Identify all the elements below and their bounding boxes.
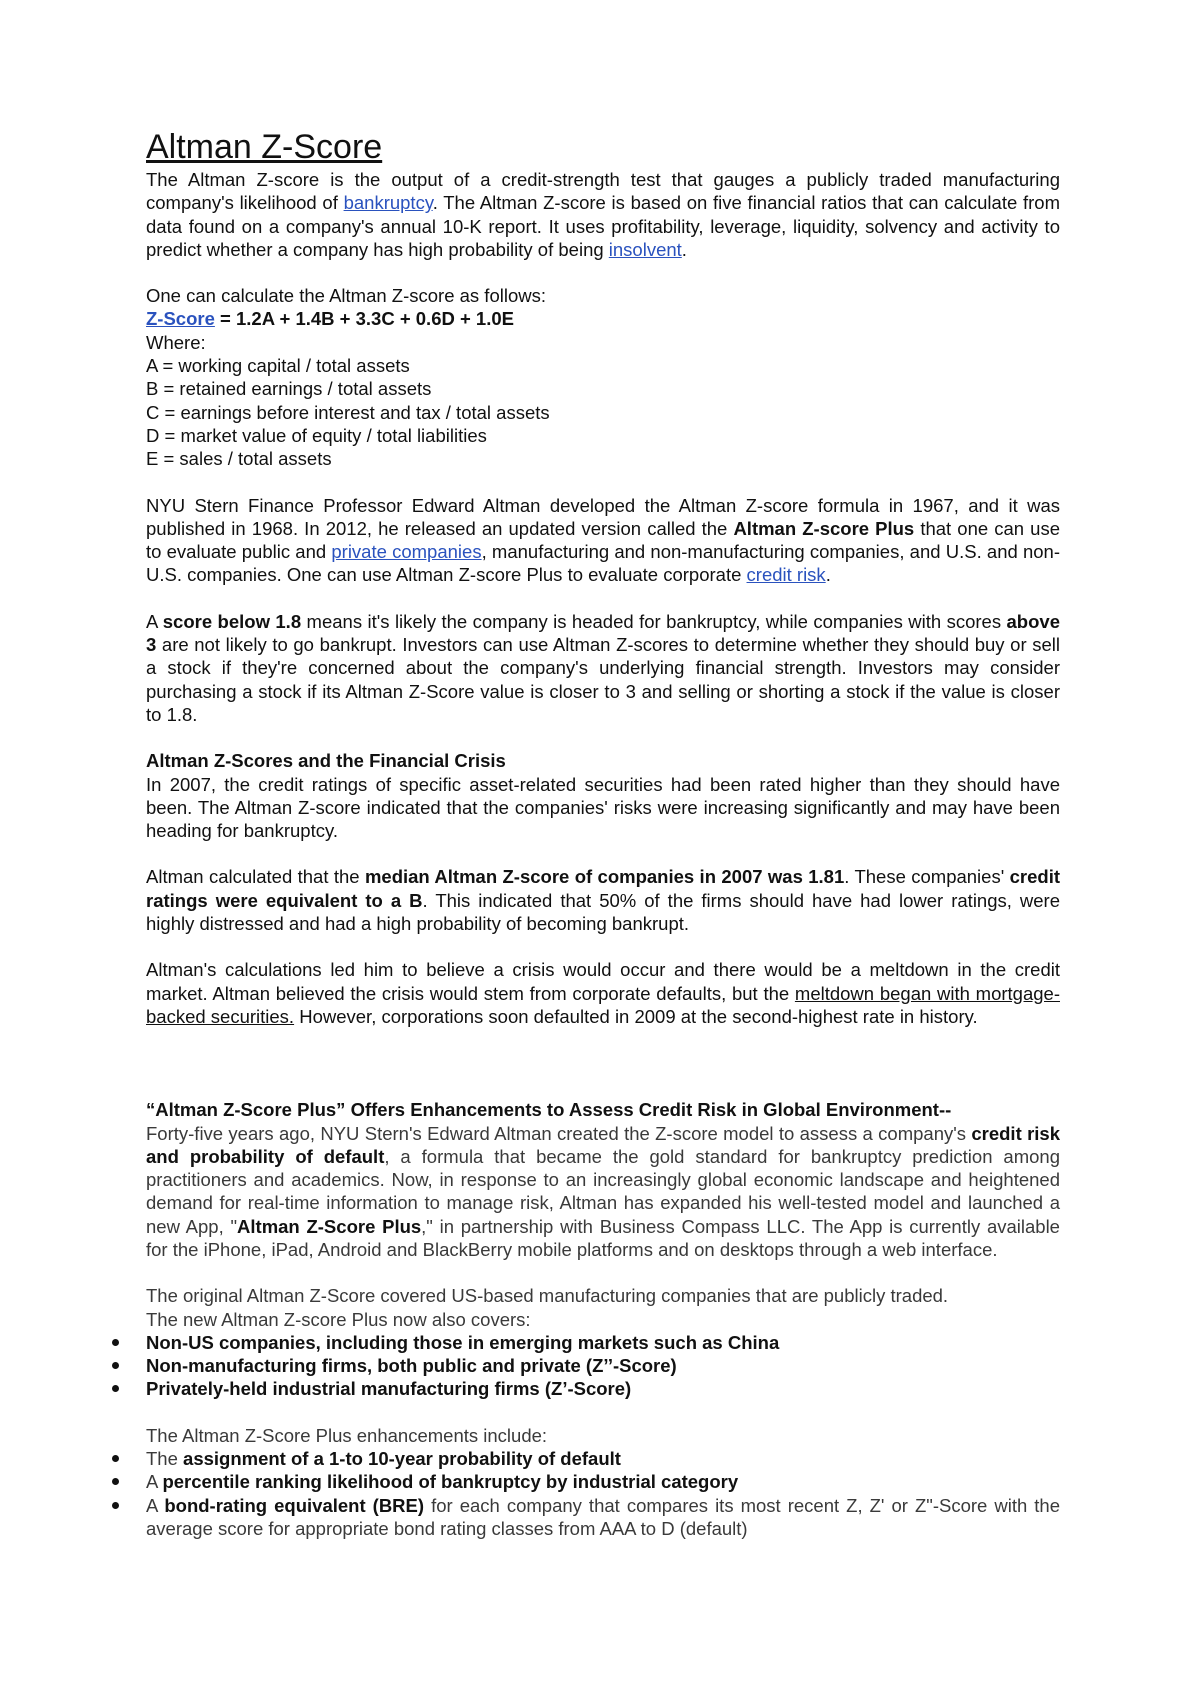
bankruptcy-link[interactable]: bankruptcy bbox=[343, 192, 433, 214]
plus-p1-text-3: ," in partnership with Business Compass LLC. The App is currently available for the iPhone, iPad, Android and BlackBerry mobile platforms and on desktops through a web interface. bbox=[146, 1215, 1060, 1260]
plus-p1-text-1: Forty-five years ago, NYU Stern's Edward Altman created the Z-score model to assess a company's bbox=[146, 1122, 972, 1144]
bullet-icon bbox=[112, 1362, 119, 1369]
bullet-icon bbox=[112, 1455, 119, 1462]
plus-p1-text-2: , a formula that became the gold standard for bankruptcy prediction among practitioners and academics. Now, in response to an increasingly global economic landscape and heightened demand for real-time information to manage risk, Altman has expanded his well-tested model and launched a new App, " bbox=[146, 1145, 1060, 1237]
enh3-bold: bond-rating equivalent (BRE) bbox=[164, 1494, 425, 1516]
intro-text-3: . bbox=[681, 238, 687, 260]
crisis-p3-underlined: meltdown began with mortgage-backed securities. bbox=[146, 982, 1060, 1027]
history-bold-1: Altman Z-score Plus bbox=[733, 517, 915, 539]
document-page bbox=[146, 128, 1060, 1540]
list-item bbox=[146, 1470, 1060, 1493]
enh1-bold: assignment of a 1-to 10-year probability of default bbox=[183, 1448, 621, 1470]
crisis-heading: Altman Z-Scores and the Financial Crisis bbox=[146, 750, 506, 772]
list-item bbox=[146, 1377, 1060, 1400]
plus-heading: “Altman Z-Score Plus” Offers Enhancements to Assess Credit Risk in Global Environment-- bbox=[146, 1099, 952, 1121]
history-text-4: . bbox=[825, 564, 831, 586]
covers-list bbox=[146, 1331, 1060, 1401]
crisis-p3-text-1: Altman's calculations led him to believe a crisis would occur and there would be a meltdown in the credit market. Altman believed the crisis would stem from corporate defaults, but the bbox=[146, 959, 1060, 1004]
bullet-icon bbox=[112, 1502, 119, 1509]
formula-var-e: E = sales / total assets bbox=[146, 448, 332, 470]
formula-where: Where: bbox=[146, 331, 206, 353]
crisis-p2-text-1: Altman calculated that the bbox=[146, 866, 365, 888]
history-text-2: that one can use to evaluate public and bbox=[146, 517, 1060, 563]
formula-expression: = 1.2A + 1.4B + 3.3C + 0.6D + 1.0E bbox=[214, 308, 514, 330]
formula-var-a: A = working capital / total assets bbox=[146, 355, 410, 377]
enh1-text: The bbox=[146, 1448, 184, 1470]
intro-paragraph bbox=[146, 168, 1060, 261]
enhancements-lead: The Altman Z-Score Plus enhancements include: bbox=[146, 1424, 548, 1446]
crisis-p2-bold-2: credit ratings were equivalent to a B bbox=[146, 866, 1061, 911]
scores-bold-2: above 3 bbox=[146, 610, 1060, 656]
list-item bbox=[146, 1354, 1060, 1377]
history-paragraph bbox=[146, 494, 1060, 587]
z-score-link[interactable]: Z-Score bbox=[146, 308, 215, 330]
list-item bbox=[146, 1447, 1060, 1470]
crisis-paragraph-3 bbox=[146, 958, 1060, 1028]
formula-lead: One can calculate the Altman Z-score as follows: bbox=[146, 285, 546, 307]
scores-paragraph bbox=[146, 610, 1060, 726]
enhancements-list bbox=[146, 1447, 1060, 1540]
history-text-3: , manufacturing and non-manufacturing companies, and U.S. and non-U.S. companies. One can use Altman Z-score Plus to evaluate corporate bbox=[146, 541, 1061, 586]
covers-line-2: The new Altman Z-score Plus now also covers: bbox=[146, 1308, 531, 1330]
crisis-p2-text-2: . These companies' bbox=[844, 866, 1010, 888]
scores-text-2: means it's likely the company is headed for bankruptcy, while companies with scores bbox=[301, 610, 1007, 632]
plus-paragraph-1 bbox=[146, 1122, 1060, 1262]
intro-text-1: The Altman Z-score is the output of a credit-strength test that gauges a publicly traded manufacturing company's likelihood of bbox=[146, 169, 1060, 214]
page-title: Altman Z-Score bbox=[146, 128, 383, 166]
list-item bbox=[146, 1494, 1060, 1541]
formula-var-b: B = retained earnings / total assets bbox=[146, 378, 432, 400]
enh3-text: A bbox=[146, 1494, 165, 1516]
formula-block bbox=[146, 284, 1060, 470]
covers-item-2: Non-manufacturing firms, both public and private (Z’’-Score) bbox=[146, 1355, 677, 1377]
crisis-paragraph-1: In 2007, the credit ratings of specific asset-related securities had been rated higher than they should have been. The Altman Z-score indicated that the companies' risks were increasing significantly and may have been heading for bankruptcy. bbox=[146, 773, 1060, 842]
crisis-p2-text-3: . This indicated that 50% of the firms should have had lower ratings, were highly distressed and had a high probability of becoming bankrupt. bbox=[146, 889, 1060, 935]
plus-p1-bold-1: credit risk and probability of default bbox=[146, 1122, 1060, 1167]
covers-item-1: Non-US companies, including those in emerging markets such as China bbox=[146, 1331, 780, 1353]
bullet-icon bbox=[112, 1339, 119, 1346]
insolvent-link[interactable]: insolvent bbox=[608, 238, 682, 260]
plus-p1-bold-2: Altman Z-Score Plus bbox=[237, 1215, 422, 1237]
scores-bold-1: score below 1.8 bbox=[162, 610, 302, 632]
formula-var-d: D = market value of equity / total liabilities bbox=[146, 424, 487, 446]
enh2-bold: percentile ranking likelihood of bankruptcy by industrial category bbox=[162, 1471, 739, 1493]
covers-item-3: Privately-held industrial manufacturing firms (Z’-Score) bbox=[146, 1378, 632, 1400]
enh2-text: A bbox=[146, 1471, 163, 1493]
bullet-icon bbox=[112, 1478, 119, 1485]
credit-risk-link[interactable]: credit risk bbox=[746, 564, 826, 586]
crisis-paragraph-2 bbox=[146, 865, 1060, 935]
history-text-1: NYU Stern Finance Professor Edward Altman developed the Altman Z-score formula in 1967, and it was published in 1968. In 2012, he released an updated version called the bbox=[146, 494, 1060, 539]
list-item bbox=[146, 1331, 1060, 1354]
intro-text-2: . The Altman Z-score is based on five financial ratios that can calculate from data found on a company's annual 10-K report. It uses profitability, leverage, liquidity, solvency and activity to predict whether a company has high probability of being bbox=[146, 192, 1060, 260]
formula-var-c: C = earnings before interest and tax / total assets bbox=[146, 401, 550, 423]
bullet-icon bbox=[112, 1385, 119, 1392]
crisis-p2-bold-1: median Altman Z-score of companies in 2007 was 1.81 bbox=[364, 866, 845, 888]
covers-line-1: The original Altman Z-Score covered US-based manufacturing companies that are publicly traded. bbox=[146, 1285, 949, 1307]
enh3-text-2: for each company that compares its most recent Z, Z' or Z"-Score with the average score for appropriate bond rating classes from AAA to D (default) bbox=[146, 1494, 1060, 1539]
scores-text-1: A bbox=[146, 610, 163, 632]
crisis-p3-text-2: However, corporations soon defaulted in 2009 at the second-highest rate in history. bbox=[294, 1005, 978, 1027]
private-companies-link[interactable]: private companies bbox=[331, 541, 482, 563]
formula-line bbox=[146, 307, 1060, 330]
scores-text-3: are not likely to go bankrupt. Investors can use Altman Z-scores to determine whether they should buy or sell a stock if they're concerned about the company's underlying financial strength. Investors may consider purchasing a stock if its Altman Z-Score value is closer to 3 and selling or shorting a stock if the value is closer to 1.8. bbox=[146, 634, 1060, 725]
